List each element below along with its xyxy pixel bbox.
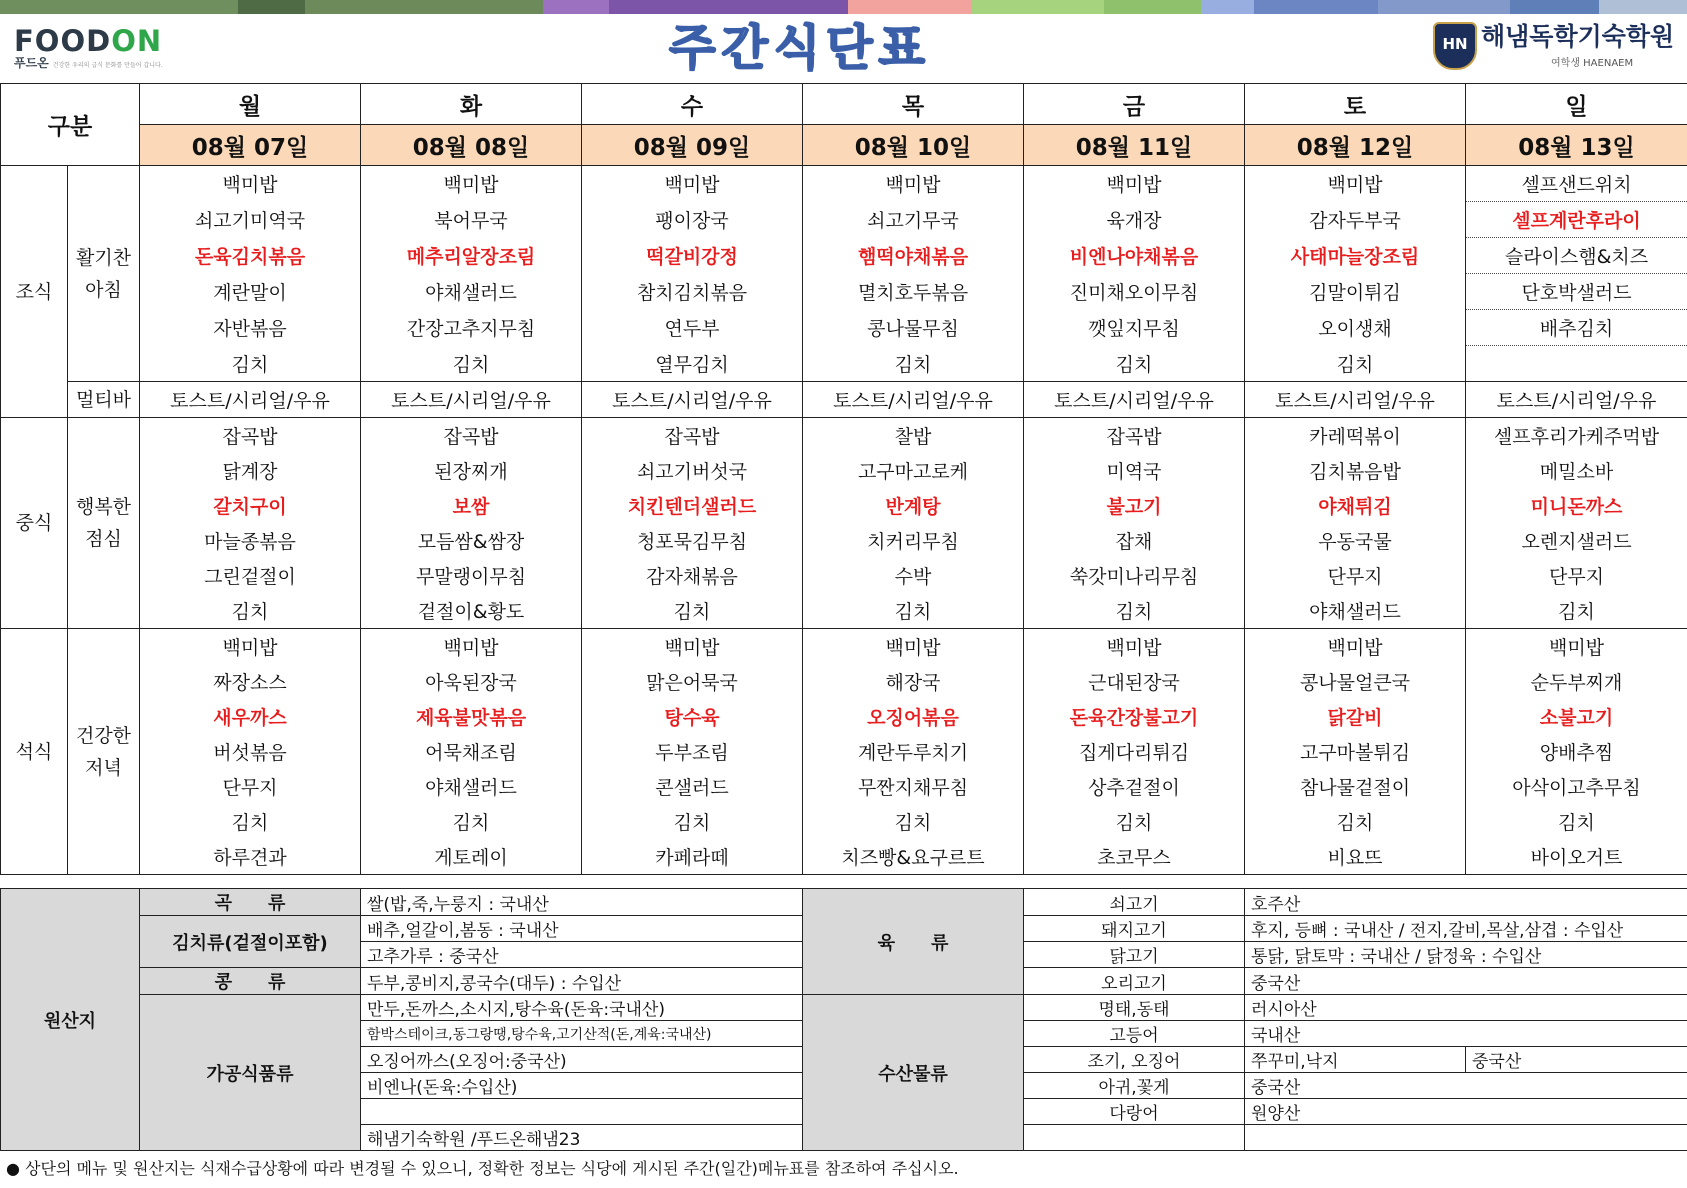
menu-item: 김치 [803,804,1024,839]
meat-category: 육 류 [803,889,1024,995]
menu-item: 순두부찌개 [1466,664,1687,699]
menu-item: 짜장소스 [140,664,361,699]
origin-category: 가공식품류 [140,995,361,1151]
menu-item: 참나물겉절이 [1245,769,1466,804]
menu-item: 김치 [1245,346,1466,382]
origin-detail: 오징어까스(오징어:중국산) [361,1047,803,1073]
menu-table [0,83,1687,875]
menu-item: 떡갈비강정 [582,238,803,274]
menu-item: 돈육간장불고기 [1024,699,1245,734]
origin-detail: 비엔나(돈육:수입산) [361,1073,803,1099]
menu-item: 육개장 [1024,202,1245,238]
menu-item: 열무김치 [582,346,803,382]
menu-item: 닭갈비 [1245,699,1466,734]
menu-item: 계란두루치기 [803,734,1024,769]
menu-item: 근대된장국 [1024,664,1245,699]
menu-item: 치킨텐더샐러드 [582,488,803,523]
menu-item: 야채튀김 [1245,488,1466,523]
menu-item: 초코무스 [1024,839,1245,875]
menu-item: 미니돈까스 [1466,488,1687,523]
menu-item: 진미채오이무침 [1024,274,1245,310]
origin-detail: 고추가루 : 중국산 [361,942,803,968]
top-bar-segment [0,0,238,14]
menu-item: 고구마고로케 [803,453,1024,488]
day-header: 금 [1024,84,1245,125]
origin-item: 고등어 [1024,1021,1245,1047]
top-bar-segment [1254,0,1378,14]
menu-item: 비엔나야채볶음 [1024,238,1245,274]
top-bar-segment [1104,0,1201,14]
menu-item: 백미밥 [803,166,1024,202]
menu-item: 마늘종볶음 [140,523,361,558]
menu-item: 치즈빵&요구르트 [803,839,1024,875]
menu-item: 백미밥 [140,629,361,665]
menu-item: 토스트/시리얼/우유 [361,382,582,418]
menu-item: 쇠고기미역국 [140,202,361,238]
menu-item: 모듬쌈&쌈장 [361,523,582,558]
menu-item: 셀프후리가케주먹밥 [1466,418,1687,454]
menu-item: 잡곡밥 [361,418,582,454]
menu-item: 토스트/시리얼/우유 [140,382,361,418]
origin-detail: 함박스테이크,동그랑땡,탕수육,고기산적(돈,계육:국내산) [361,1021,803,1047]
origin-category: 콩 류 [140,968,361,995]
origin-detail [361,1099,803,1125]
menu-item: 찰밥 [803,418,1024,454]
top-bar-segment [609,0,847,14]
menu-item: 단무지 [1245,558,1466,593]
header-label: 구분 [1,84,140,166]
menu-item: 돈육김치볶음 [140,238,361,274]
top-color-bar [0,0,1687,14]
origin-country: 호주산 [1245,889,1687,916]
top-bar-segment [305,0,543,14]
menu-item: 상추겉절이 [1024,769,1245,804]
menu-item: 자반볶음 [140,310,361,346]
menu-item: 쇠고기버섯국 [582,453,803,488]
origin-table [0,888,1687,1151]
menu-item: 햄떡야채볶음 [803,238,1024,274]
menu-item: 슬라이스햄&치즈 [1466,238,1687,274]
menu-item: 소불고기 [1466,699,1687,734]
meal-group-label: 건강한 저녁 [68,629,140,875]
menu-item: 아삭이고추무침 [1466,769,1687,804]
menu-item: 김치 [1466,593,1687,629]
seafood-category: 수산물류 [803,995,1024,1151]
menu-item: 쑥갓미나리무침 [1024,558,1245,593]
menu-item: 두부조림 [582,734,803,769]
menu-item: 잡곡밥 [140,418,361,454]
origin-detail: 두부,콩비지,콩국수(대두) : 수입산 [361,968,803,995]
origin-detail: 쌀(밥,죽,누룽지 : 국내산 [361,889,803,916]
menu-item: 야채샐러드 [361,274,582,310]
date-header: 08월 08일 [361,125,582,166]
top-bar-segment [848,0,972,14]
origin-country: 중국산 [1245,968,1687,995]
menu-item: 백미밥 [140,166,361,202]
menu-item: 잡곡밥 [582,418,803,454]
menu-item: 백미밥 [361,166,582,202]
menu-item: 김치 [1466,804,1687,839]
top-bar-segment [972,0,1104,14]
origin-label: 원산지 [1,889,140,1151]
menu-item: 메밀소바 [1466,453,1687,488]
menu-item: 북어무국 [361,202,582,238]
menu-item: 김치볶음밥 [1245,453,1466,488]
menu-item: 카페라떼 [582,839,803,875]
origin-country: 국내산 [1245,1021,1687,1047]
top-bar-segment [543,0,609,14]
menu-item: 야채샐러드 [1245,593,1466,629]
menu-item: 감자두부국 [1245,202,1466,238]
origin-detail: 배추,얼갈이,봄동 : 국내산 [361,916,803,942]
origin-item: 명태,동태 [1024,995,1245,1021]
menu-item: 팽이장국 [582,202,803,238]
menu-item: 김치 [1024,804,1245,839]
day-header: 화 [361,84,582,125]
menu-item: 오징어볶음 [803,699,1024,734]
school-badge-icon: HN [1433,22,1477,70]
top-bar-segment [1510,0,1598,14]
menu-item: 새우까스 [140,699,361,734]
menu-item: 된장찌개 [361,453,582,488]
menu-item: 미역국 [1024,453,1245,488]
origin-category: 곡 류 [140,889,361,916]
menu-item: 감자채볶음 [582,558,803,593]
menu-item: 보쌈 [361,488,582,523]
menu-item: 메추리알장조림 [361,238,582,274]
menu-item: 김치 [361,346,582,382]
school-subtitle: 여학생 HAENAEM [1551,58,1634,69]
menu-item: 김치 [803,346,1024,382]
origin-detail: 만두,돈까스,소시지,탕수육(돈육:국내산) [361,995,803,1021]
menu-item: 아욱된장국 [361,664,582,699]
menu-item: 청포묵김무침 [582,523,803,558]
menu-item: 콩나물얼큰국 [1245,664,1466,699]
menu-item: 무말랭이무침 [361,558,582,593]
menu-item: 탕수육 [582,699,803,734]
menu-item: 쇠고기무국 [803,202,1024,238]
menu-item: 단무지 [1466,558,1687,593]
menu-item: 백미밥 [1024,166,1245,202]
menu-item: 토스트/시리얼/우유 [803,382,1024,418]
menu-item: 게토레이 [361,839,582,875]
menu-item: 무짠지채무침 [803,769,1024,804]
day-header: 목 [803,84,1024,125]
origin-detail: 해냄기숙학원 /푸드온해냄23 [361,1125,803,1151]
menu-item: 콘샐러드 [582,769,803,804]
top-bar-segment [1378,0,1510,14]
menu-item: 단호박샐러드 [1466,274,1687,310]
menu-item: 김치 [140,593,361,629]
origin-country: 원양산 [1245,1099,1687,1125]
menu-item: 백미밥 [1245,629,1466,665]
menu-item: 불고기 [1024,488,1245,523]
menu-item: 하루견과 [140,839,361,875]
menu-item: 김치 [140,346,361,382]
menu-item: 김치 [1024,346,1245,382]
menu-item: 백미밥 [1466,629,1687,665]
menu-item: 집게다리튀김 [1024,734,1245,769]
origin-country: 중국산 [1245,1073,1687,1099]
menu-item: 콩나물무침 [803,310,1024,346]
menu-item: 김치 [140,804,361,839]
school-name: 해냄독학기숙학원 [1481,22,1675,51]
origin-item [1024,1125,1245,1151]
date-header: 08월 07일 [140,125,361,166]
menu-item: 바이오거트 [1466,839,1687,875]
date-header: 08월 13일 [1466,125,1687,166]
page-title: 주간식단표 [669,20,931,76]
meal-group-label: 멀티바 [68,382,140,418]
top-bar-segment [1599,0,1687,14]
day-header: 수 [582,84,803,125]
menu-item: 양배추찜 [1466,734,1687,769]
menu-item: 계란말이 [140,274,361,310]
menu-item: 비요뜨 [1245,839,1466,875]
menu-item: 고구마볼튀김 [1245,734,1466,769]
date-header: 08월 09일 [582,125,803,166]
menu-item: 맑은어묵국 [582,664,803,699]
menu-item: 백미밥 [582,629,803,665]
menu-item: 토스트/시리얼/우유 [1466,382,1687,418]
school-logo [1433,20,1675,72]
day-header: 토 [1245,84,1466,125]
menu-item: 참치김치볶음 [582,274,803,310]
day-header: 일 [1466,84,1687,125]
menu-item: 연두부 [582,310,803,346]
menu-item: 김말이튀김 [1245,274,1466,310]
menu-item: 백미밥 [582,166,803,202]
menu-item: 그린겉절이 [140,558,361,593]
date-header: 08월 11일 [1024,125,1245,166]
footnote: ● 상단의 메뉴 및 원산지는 식재수급상황에 따라 변경될 수 있으니, 정확한 정보는 식당에 게시된 주간(일간)메뉴표를 참조하여 주십시오. [6,1159,959,1178]
meal-label: 석식 [1,629,68,875]
menu-item: 토스트/시리얼/우유 [582,382,803,418]
menu-item: 반계탕 [803,488,1024,523]
menu-item: 단무지 [140,769,361,804]
origin-country: 쭈꾸미,낙지 [1245,1047,1466,1073]
origin-item: 돼지고기 [1024,916,1245,942]
menu-item: 잡곡밥 [1024,418,1245,454]
menu-item: 김치 [1024,593,1245,629]
date-header: 08월 10일 [803,125,1024,166]
origin-country: 후지, 등뼈 : 국내산 / 전지,갈비,목살,삼겹 : 수입산 [1245,916,1687,942]
origin-item: 다랑어 [1024,1099,1245,1125]
menu-item: 오이생채 [1245,310,1466,346]
date-header: 08월 12일 [1245,125,1466,166]
origin-country [1245,1125,1687,1151]
menu-item: 간장고추지무침 [361,310,582,346]
menu-item: 김치 [582,593,803,629]
origin-item: 닭고기 [1024,942,1245,968]
menu-item: 셀프계란후라이 [1466,202,1687,238]
menu-item: 오렌지샐러드 [1466,523,1687,558]
origin-country: 통닭, 닭토막 : 국내산 / 닭정육 : 수입산 [1245,942,1687,968]
meal-label: 조식 [1,166,68,418]
menu-item: 김치 [582,804,803,839]
origin-country: 러시아산 [1245,995,1687,1021]
origin-item: 조기, 오징어 [1024,1047,1245,1073]
menu-item: 버섯볶음 [140,734,361,769]
origin-item: 오리고기 [1024,968,1245,995]
menu-item: 김치 [361,804,582,839]
menu-item: 셀프샌드위치 [1466,166,1687,202]
menu-item: 수박 [803,558,1024,593]
menu-item: 사태마늘장조림 [1245,238,1466,274]
menu-item: 토스트/시리얼/우유 [1024,382,1245,418]
foodon-logo: FOODON 푸드온 건강한 우리의 급식 문화를 만들어 갑니다. [14,24,163,70]
meal-group-label: 활기찬 아침 [68,166,140,382]
menu-item: 김치 [1245,804,1466,839]
day-header: 월 [140,84,361,125]
menu-item: 갈치구이 [140,488,361,523]
meal-group-label: 행복한 점심 [68,418,140,629]
menu-item: 야채샐러드 [361,769,582,804]
menu-item: 백미밥 [803,629,1024,665]
menu-item: 멸치호두볶음 [803,274,1024,310]
menu-item: 깻잎지무침 [1024,310,1245,346]
menu-item: 카레떡볶이 [1245,418,1466,454]
menu-item: 우동국물 [1245,523,1466,558]
menu-item: 겉절이&황도 [361,593,582,629]
menu-item: 치커리무침 [803,523,1024,558]
top-bar-segment [1201,0,1254,14]
menu-item: 제육불맛볶음 [361,699,582,734]
menu-item: 해장국 [803,664,1024,699]
menu-item: 배추김치 [1466,310,1687,346]
menu-item: 토스트/시리얼/우유 [1245,382,1466,418]
menu-item: 백미밥 [361,629,582,665]
meal-label: 중식 [1,418,68,629]
menu-item: 잡채 [1024,523,1245,558]
origin-category: 김치류(겉절이포함) [140,916,361,968]
menu-item: 어묵채조림 [361,734,582,769]
origin-item: 쇠고기 [1024,889,1245,916]
menu-item: 백미밥 [1024,629,1245,665]
menu-item [1466,346,1687,382]
origin-item: 아귀,꽃게 [1024,1073,1245,1099]
origin-country: 중국산 [1466,1047,1687,1073]
menu-item: 닭계장 [140,453,361,488]
menu-item: 김치 [803,593,1024,629]
menu-item: 백미밥 [1245,166,1466,202]
top-bar-segment [238,0,304,14]
